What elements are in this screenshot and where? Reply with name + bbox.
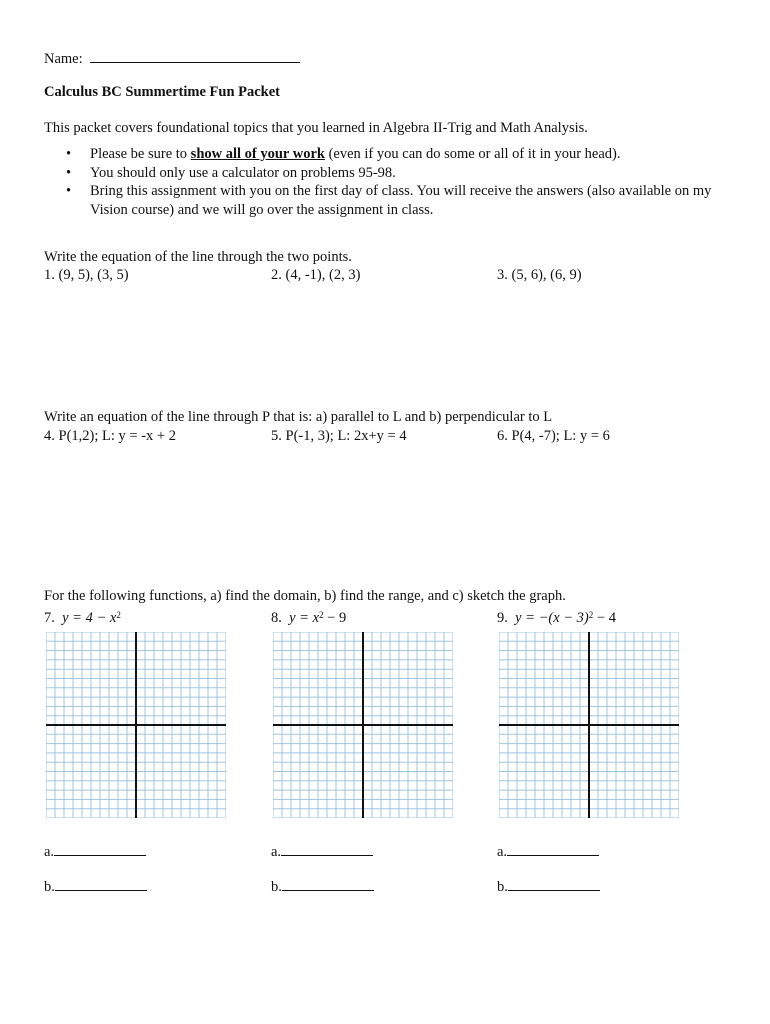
problem-1: 1. (9, 5), (3, 5) xyxy=(44,267,129,283)
section3-instruction: For the following functions, a) find the domain, b) find the range, and c) sketch the graph. xyxy=(44,588,566,604)
answer-8a-field[interactable] xyxy=(281,841,373,856)
answer-8b: b. xyxy=(271,876,374,896)
section1-instruction: Write the equation of the line through the two points. xyxy=(44,249,352,265)
problem-9: 9. $y = -(x - 3)^2 - 4$ xyxy=(497,610,616,626)
answer-9a: a. xyxy=(497,841,599,861)
bullet-icon: • xyxy=(66,183,72,199)
answer-7a: a. xyxy=(44,841,146,861)
bullet-icon: • xyxy=(66,146,72,162)
bullet-icon: • xyxy=(66,164,72,181)
graph-grid-8[interactable] xyxy=(273,632,453,818)
name-label: Name: xyxy=(44,51,83,67)
name-field[interactable] xyxy=(90,48,300,63)
problem-7: 7. $y = 4 - x^2$ xyxy=(44,610,121,626)
problem-3: 3. (5, 6), (6, 9) xyxy=(497,267,582,283)
problem-8: 8. $y = x^2 - 9$ xyxy=(271,610,347,626)
problem-6: 6. P(4, -7); L: y = 6 xyxy=(497,428,610,444)
list-item: • Please be sure to show all of your work (even if you can do some or all of it in your head). xyxy=(66,146,621,162)
graph-grid-9[interactable] xyxy=(499,632,679,818)
problem-4: 4. P(1,2); L: y = -x + 2 xyxy=(44,428,176,444)
answer-8b-field[interactable] xyxy=(282,876,374,891)
answer-7b: b. xyxy=(44,876,147,896)
intro-text: This packet covers foundational topics that you learned in Algebra II-Trig and Math Analysis. xyxy=(44,120,588,136)
emphasis-text: show all of your work xyxy=(190,146,325,162)
answer-8a: a. xyxy=(271,841,373,861)
page-title: Calculus BC Summertime Fun Packet xyxy=(44,84,281,100)
list-item: • Bring this assignment with you on the first day of class. You will receive the answers (also available on my Vision course) and we will go over the assignment in class. xyxy=(66,183,712,218)
problem-2: 2. (4, -1), (2, 3) xyxy=(271,267,361,283)
instruction-list xyxy=(44,145,744,219)
answer-7b-field[interactable] xyxy=(55,876,147,891)
list-item: • You should only use a calculator on problems 95-98. xyxy=(66,164,396,181)
answer-7a-field[interactable] xyxy=(54,841,146,856)
answer-9a-field[interactable] xyxy=(507,841,599,856)
section2-instruction: Write an equation of the line through P that is: a) parallel to L and b) perpendicular to L xyxy=(44,409,553,425)
answer-9b-field[interactable] xyxy=(508,876,600,891)
graph-grid-7[interactable] xyxy=(46,632,226,818)
problem-5: 5. P(-1, 3); L: 2x+y = 4 xyxy=(271,428,407,444)
name-line xyxy=(44,48,300,68)
answer-9b: b. xyxy=(497,876,600,896)
